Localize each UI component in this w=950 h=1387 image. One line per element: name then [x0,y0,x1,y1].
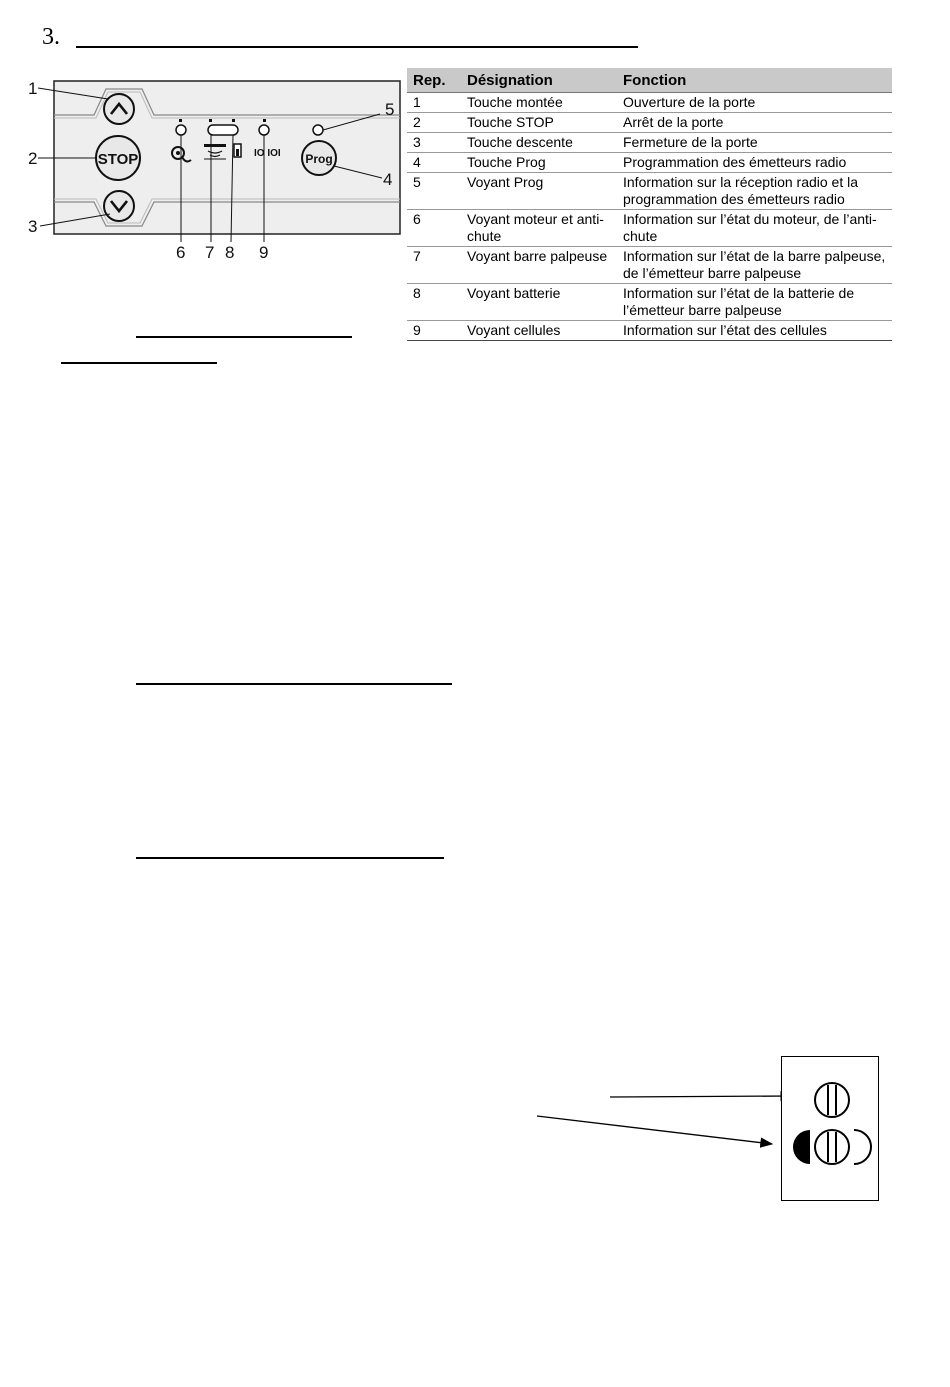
table-row [407,173,892,210]
col-header-rep: Rep. [407,68,461,93]
led-sensor-bar-battery [208,125,238,135]
cell-designation: Touche descente [461,133,617,153]
cell-rep: 5 [407,173,461,210]
callout-4: 4 [383,170,393,189]
table-row [407,93,892,113]
cell-fonction: Information sur la réception radio et la programmation des émetteurs radio [617,173,892,210]
cell-fonction: Programmation des émetteurs radio [617,153,892,173]
callout-1: 1 [28,79,38,98]
indicator-symbol-box [781,1056,879,1201]
arrow-top [610,1096,792,1097]
answer-line-2 [136,683,452,685]
control-panel-diagram [26,74,404,274]
prog-button-label: Prog [305,152,333,166]
led-cells [259,125,269,135]
table-row [407,247,892,284]
cell-fonction: Information sur l’état des cellules [617,321,892,341]
cell-designation: Touche STOP [461,113,617,133]
cell-designation: Voyant cellules [461,321,617,341]
cell-fonction: Information sur l’état de la barre palpeuse, de l’émetteur barre palpeuse [617,247,892,284]
cell-rep: 2 [407,113,461,133]
answer-line-3 [136,857,444,859]
cell-designation: Touche montée [461,93,617,113]
cell-designation: Voyant moteur et anti-chute [461,210,617,247]
prog-button [302,141,336,175]
cell-fonction: Information sur l’état du moteur, de l’anti-chute [617,210,892,247]
cell-designation: Voyant Prog [461,173,617,210]
callout-9: 9 [259,243,269,262]
col-header-fonction: Fonction [617,68,892,93]
cell-fonction: Arrêt de la porte [617,113,892,133]
stop-button [96,136,140,180]
cell-rep: 6 [407,210,461,247]
section-number: 3. [42,24,60,50]
table-row [407,133,892,153]
table-row [407,210,892,247]
down-button [104,191,134,221]
table-row [407,153,892,173]
title-blank-line [76,46,638,48]
indicator-arrows [530,1080,800,1160]
cell-rep: 9 [407,321,461,341]
cell-rep: 1 [407,93,461,113]
answer-line-1b [61,362,217,364]
cell-with-beams-icon [793,1130,871,1164]
cell-designation: Touche Prog [461,153,617,173]
led-prog [313,125,323,135]
stop-button-label: STOP [97,151,139,168]
callout-7: 7 [205,243,215,262]
cell-fonction: Ouverture de la porte [617,93,892,113]
callout-8: 8 [225,243,235,262]
cell-designation: Voyant barre palpeuse [461,247,617,284]
led-motor-antichute [176,125,186,135]
callout-3: 3 [28,217,38,236]
arrow-bottom [537,1116,772,1144]
cell-designation: Voyant batterie [461,284,617,321]
table-row [407,113,892,133]
table-header-row [407,68,892,93]
cell-rep: 7 [407,247,461,284]
up-button [104,94,134,124]
cell-symbol-icon [815,1083,849,1117]
answer-line-1a [136,336,352,338]
table-row [407,284,892,321]
cell-rep: 3 [407,133,461,153]
cell-rep: 8 [407,284,461,321]
callout-2: 2 [28,149,38,168]
callout-5: 5 [385,100,395,119]
cells-icon: IO IOI [254,148,281,159]
callout-6: 6 [176,243,186,262]
function-table [407,68,892,341]
col-header-designation: Désignation [461,68,617,93]
battery-icon [234,144,241,157]
cell-rep: 4 [407,153,461,173]
table-row [407,321,892,341]
cell-fonction: Fermeture de la porte [617,133,892,153]
cell-fonction: Information sur l’état de la batterie de l’émetteur barre palpeuse [617,284,892,321]
